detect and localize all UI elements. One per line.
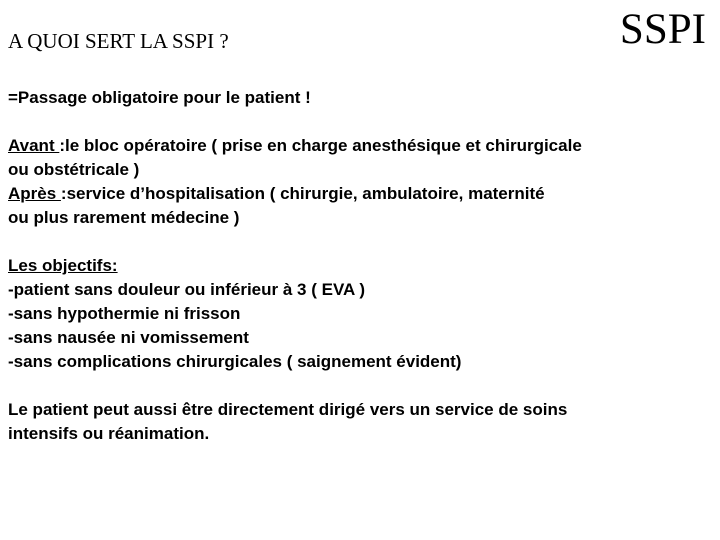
avant-line-2: ou obstétricale ) [8, 160, 140, 179]
apres-text: :service d’hospitalisation ( chirurgie, ambulatoire, maternité [60, 184, 545, 203]
conclusion-paragraph [8, 398, 708, 446]
avant-apres-paragraph [8, 134, 708, 230]
avant-label: Avant [8, 136, 60, 155]
intro-paragraph [8, 86, 708, 110]
avant-line-1 [8, 134, 708, 158]
objectif-item: -sans nausée ni vomissement [8, 328, 249, 347]
objectif-item: -sans hypothermie ni frisson [8, 304, 241, 323]
slide-title: A QUOI SERT LA SSPI ? [8, 29, 229, 53]
apres-line-1 [8, 182, 708, 206]
apres-label: Après [8, 184, 61, 203]
conclusion-line-2: intensifs ou réanimation. [8, 424, 210, 443]
intro-line: =Passage obligatoire pour le patient ! [8, 88, 311, 107]
objectif-item: -patient sans douleur ou inférieur à 3 ( EVA ) [8, 280, 366, 299]
objectifs-paragraph [8, 254, 708, 374]
apres-line-2: ou plus rarement médecine ) [8, 208, 240, 227]
avant-text: :le bloc opératoire ( prise en charge anesthésique et chirurgicale [59, 136, 582, 155]
slide-body [8, 86, 708, 470]
conclusion-line-1: Le patient peut aussi être directement dirigé vers un service de soins [8, 400, 568, 419]
sspi-logo-text: SSPI [619, 6, 706, 53]
objectif-item: -sans complications chirurgicales ( saignement évident) [8, 352, 462, 371]
objectifs-heading: Les objectifs: [8, 256, 118, 275]
